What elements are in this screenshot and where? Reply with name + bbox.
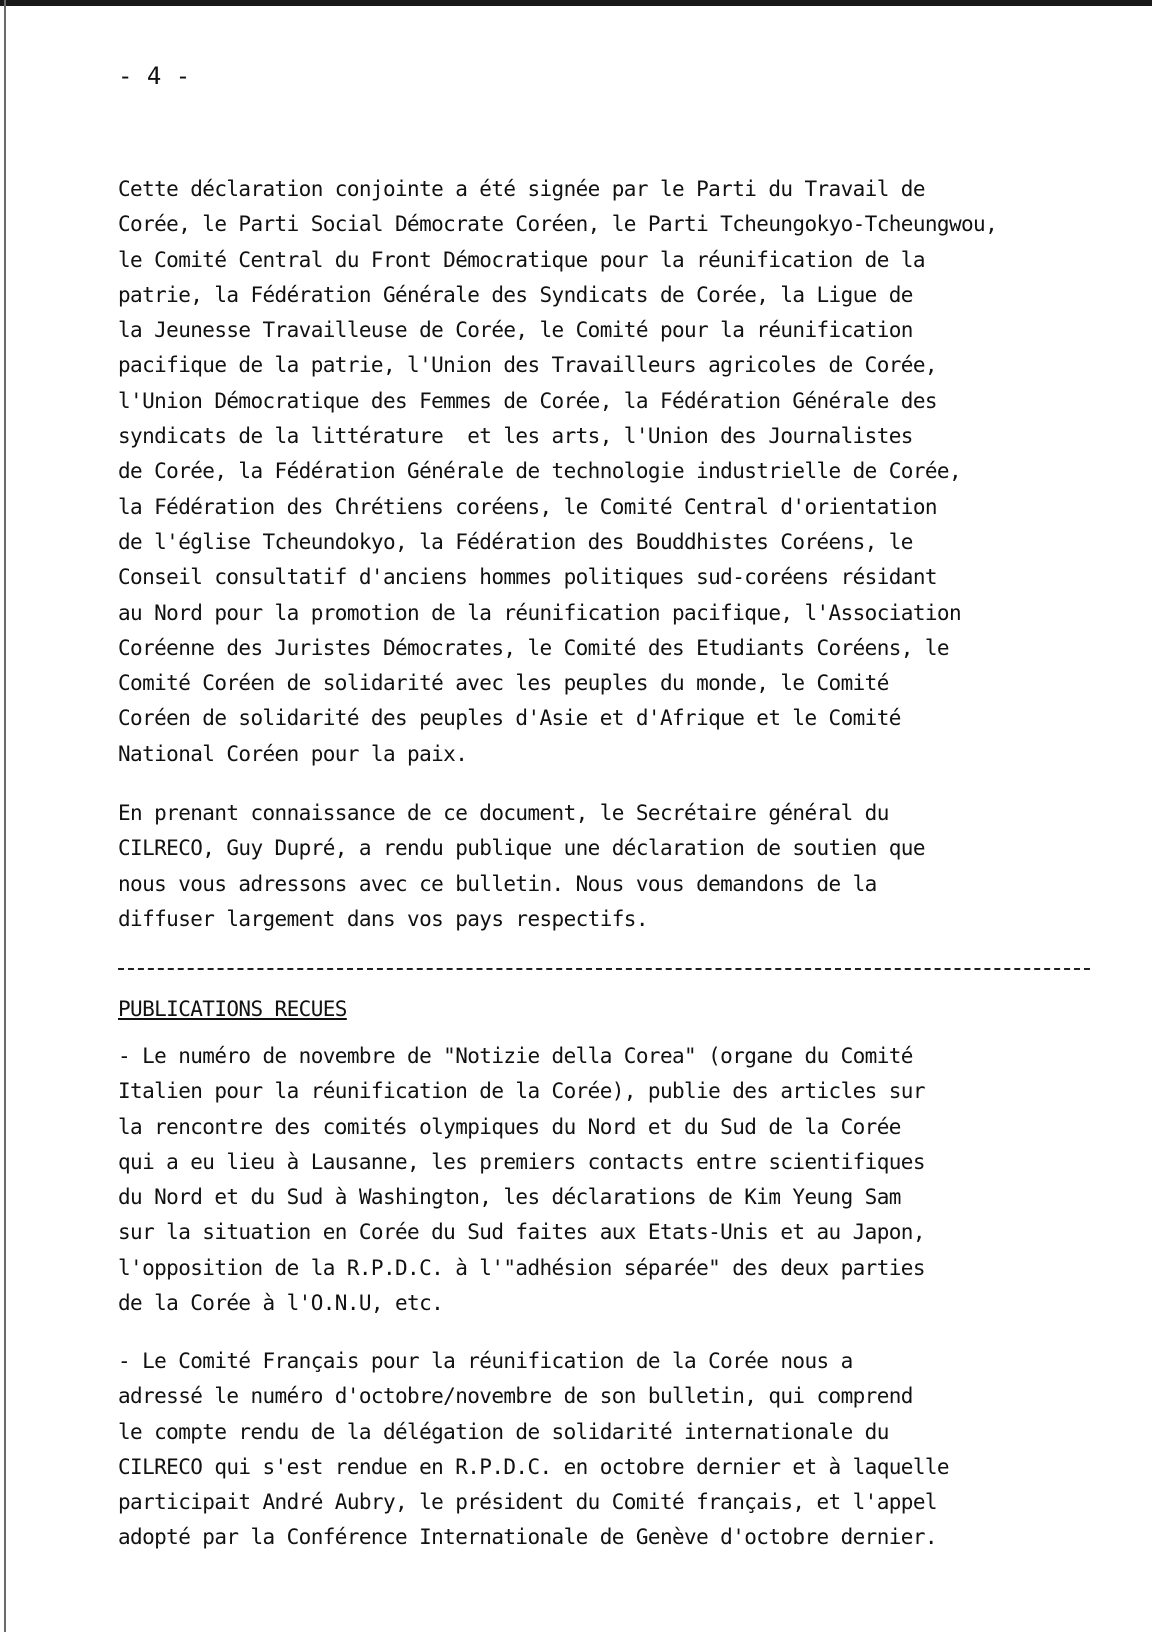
text-line: le Comité Central du Front Démocratique pour la réunification de la — [118, 247, 925, 272]
text-line: au Nord pour la promotion de la réunification pacifique, l'Association — [118, 600, 962, 625]
text-line: Italien pour la réunification de la Corée), publie des articles sur — [118, 1079, 925, 1104]
text-line: diffuser largement dans vos pays respectifs. — [118, 906, 648, 931]
text-line: CILRECO qui s'est rendue en R.P.D.C. en octobre dernier et à laquelle — [118, 1454, 949, 1479]
text-line: participait André Aubry, le président du Comité français, et l'appel — [118, 1490, 937, 1515]
text-line: Conseil consultatif d'anciens hommes politiques sud-coréens résidant — [118, 565, 937, 590]
text-line: adressé le numéro d'octobre/novembre de son bulletin, qui comprend — [118, 1384, 913, 1409]
text-line: l'opposition de la R.P.D.C. à l'"adhésion séparée" des deux parties — [118, 1255, 925, 1280]
text-line: National Coréen pour la paix. — [118, 741, 468, 766]
publications-heading: PUBLICATIONS RECUES — [118, 997, 347, 1021]
text-line: Cette déclaration conjointe a été signée par le Parti du Travail de — [118, 177, 925, 201]
text-line: Corée, le Parti Social Démocrate Coréen, le Parti Tcheungokyo-Tcheungwou, — [118, 212, 998, 237]
text-line: - Le numéro de novembre de "Notizie della Corea" (organe du Comité — [118, 1044, 913, 1068]
text-line: Coréenne des Juristes Démocrates, le Comité des Etudiants Coréens, le — [118, 635, 949, 660]
paragraph-support-declaration — [118, 796, 1108, 937]
page-top-edge — [0, 0, 1152, 6]
text-line: adopté par la Conférence Internationale de Genève d'octobre dernier. — [118, 1525, 937, 1550]
text-line: la Fédération des Chrétiens coréens, le Comité Central d'orientation — [118, 494, 937, 519]
text-line: Comité Coréen de solidarité avec les peuples du monde, le Comité — [118, 671, 889, 696]
text-line: CILRECO, Guy Dupré, a rendu publique une déclaration de soutien que — [118, 836, 925, 861]
text-line: syndicats de la littérature et les arts, l'Union des Journalistes — [118, 424, 913, 449]
page-left-edge — [4, 0, 6, 1632]
text-line: pacifique de la patrie, l'Union des Travailleurs agricoles de Corée, — [118, 353, 937, 378]
text-line: de Corée, la Fédération Générale de technologie industrielle de Corée, — [118, 459, 962, 484]
text-line: nous vous adressons avec ce bulletin. Nous vous demandons de la — [118, 871, 877, 896]
paragraph-signatories — [118, 172, 1108, 772]
page-number: - 4 - — [118, 62, 191, 90]
text-line: du Nord et du Sud à Washington, les déclarations de Kim Yeung Sam — [118, 1185, 901, 1210]
text-line: le compte rendu de la délégation de solidarité internationale du — [118, 1419, 889, 1444]
text-line: la Jeunesse Travailleuse de Corée, le Comité pour la réunification — [118, 318, 913, 343]
text-line: la rencontre des comités olympiques du Nord et du Sud de la Corée — [118, 1114, 901, 1139]
text-line: Coréen de solidarité des peuples d'Asie et d'Afrique et le Comité — [118, 706, 901, 731]
text-line: patrie, la Fédération Générale des Syndicats de Corée, la Ligue de — [118, 282, 913, 307]
text-line: l'Union Démocratique des Femmes de Corée, la Fédération Générale des — [118, 388, 937, 413]
publication-item-comite-francais — [118, 1344, 1108, 1556]
text-line: de la Corée à l'O.N.U, etc. — [118, 1291, 444, 1316]
section-divider — [118, 968, 1090, 970]
text-line: de l'église Tcheundokyo, la Fédération des Bouddhistes Coréens, le — [118, 529, 913, 554]
text-line: sur la situation en Corée du Sud faites aux Etats-Unis et au Japon, — [118, 1220, 925, 1245]
text-line: qui a eu lieu à Lausanne, les premiers contacts entre scientifiques — [118, 1149, 925, 1174]
text-line: En prenant connaissance de ce document, le Secrétaire général du — [118, 801, 889, 825]
text-line: - Le Comité Français pour la réunification de la Corée nous a — [118, 1349, 853, 1373]
publication-item-notizie — [118, 1039, 1108, 1321]
